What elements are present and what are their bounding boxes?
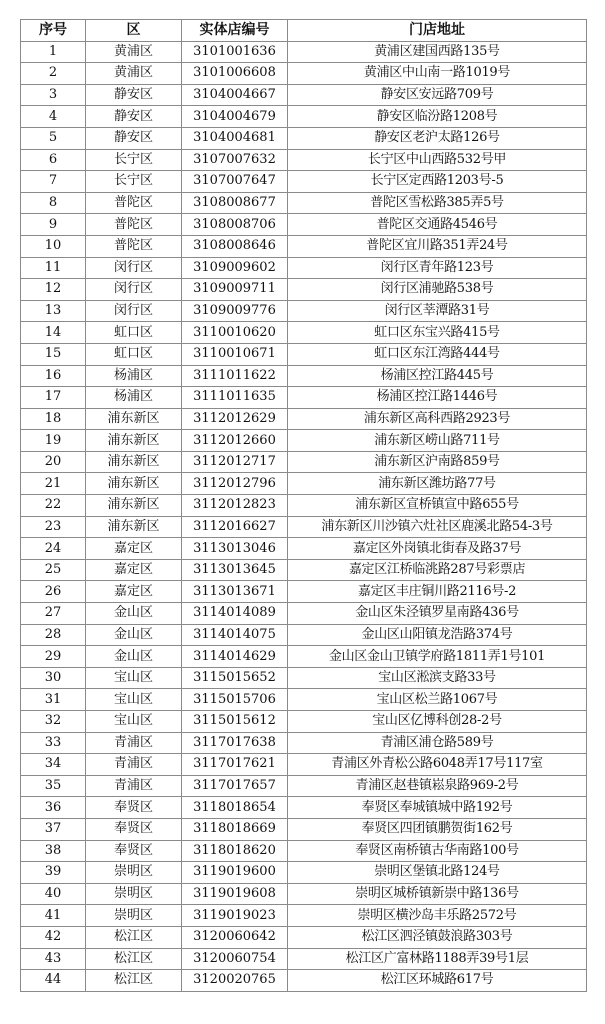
- cell-district: 浦东新区: [86, 451, 182, 473]
- table-row: [21, 451, 587, 473]
- table-row: [21, 926, 587, 948]
- table-row: [21, 948, 587, 970]
- header-address: 门店地址: [288, 20, 587, 42]
- cell-address: 崇明区城桥镇新崇中路136号: [288, 883, 587, 905]
- cell-index: 19: [21, 430, 86, 452]
- cell-index: 26: [21, 581, 86, 603]
- cell-store-code: 3104004681: [182, 127, 288, 149]
- cell-district: 闵行区: [86, 257, 182, 279]
- table-row: [21, 63, 587, 85]
- cell-address: 长宁区定西路1203号-5: [288, 171, 587, 193]
- cell-index: 40: [21, 883, 86, 905]
- cell-store-code: 3111011622: [182, 365, 288, 387]
- cell-district: 黄浦区: [86, 63, 182, 85]
- cell-store-code: 3109009776: [182, 300, 288, 322]
- cell-index: 18: [21, 408, 86, 430]
- cell-index: 23: [21, 516, 86, 538]
- cell-store-code: 3118018620: [182, 840, 288, 862]
- header-store-code: 实体店编号: [182, 20, 288, 42]
- cell-store-code: 3117017638: [182, 732, 288, 754]
- cell-store-code: 3113013046: [182, 538, 288, 560]
- cell-store-code: 3120060642: [182, 926, 288, 948]
- cell-address: 奉贤区奉城镇城中路192号: [288, 797, 587, 819]
- cell-address: 浦东新区宣桥镇宣中路655号: [288, 495, 587, 517]
- cell-index: 21: [21, 473, 86, 495]
- cell-store-code: 3112012717: [182, 451, 288, 473]
- cell-district: 崇明区: [86, 862, 182, 884]
- cell-store-code: 3120020765: [182, 970, 288, 992]
- cell-store-code: 3112012629: [182, 408, 288, 430]
- table-row: [21, 538, 587, 560]
- cell-index: 38: [21, 840, 86, 862]
- cell-index: 24: [21, 538, 86, 560]
- cell-district: 杨浦区: [86, 387, 182, 409]
- cell-district: 静安区: [86, 84, 182, 106]
- cell-district: 闵行区: [86, 279, 182, 301]
- cell-store-code: 3108008677: [182, 192, 288, 214]
- cell-district: 奉贤区: [86, 797, 182, 819]
- cell-district: 宝山区: [86, 667, 182, 689]
- cell-district: 崇明区: [86, 905, 182, 927]
- cell-index: 31: [21, 689, 86, 711]
- table-row: [21, 559, 587, 581]
- cell-index: 14: [21, 322, 86, 344]
- table-row: [21, 624, 587, 646]
- table-row: [21, 495, 587, 517]
- cell-index: 33: [21, 732, 86, 754]
- table-row: [21, 149, 587, 171]
- cell-district: 浦东新区: [86, 408, 182, 430]
- cell-index: 20: [21, 451, 86, 473]
- cell-store-code: 3114014089: [182, 603, 288, 625]
- cell-address: 杨浦区控江路445号: [288, 365, 587, 387]
- cell-store-code: 3113013671: [182, 581, 288, 603]
- cell-index: 41: [21, 905, 86, 927]
- cell-district: 奉贤区: [86, 840, 182, 862]
- cell-store-code: 3112012660: [182, 430, 288, 452]
- cell-district: 普陀区: [86, 192, 182, 214]
- cell-index: 3: [21, 84, 86, 106]
- cell-index: 1: [21, 41, 86, 63]
- cell-address: 杨浦区控江路1446号: [288, 387, 587, 409]
- cell-index: 16: [21, 365, 86, 387]
- table-row: [21, 84, 587, 106]
- table-row: [21, 235, 587, 257]
- table-row: [21, 840, 587, 862]
- table-row: [21, 883, 587, 905]
- table-row: [21, 603, 587, 625]
- table-header-row: [21, 20, 587, 42]
- table-row: [21, 797, 587, 819]
- cell-address: 闵行区浦驰路538号: [288, 279, 587, 301]
- cell-store-code: 3107007647: [182, 171, 288, 193]
- cell-address: 浦东新区崂山路711号: [288, 430, 587, 452]
- cell-address: 宝山区松兰路1067号: [288, 689, 587, 711]
- table-row: [21, 970, 587, 992]
- cell-store-code: 3110010620: [182, 322, 288, 344]
- cell-address: 虹口区东江湾路444号: [288, 343, 587, 365]
- cell-address: 崇明区堡镇北路124号: [288, 862, 587, 884]
- cell-district: 松江区: [86, 926, 182, 948]
- table-row: [21, 322, 587, 344]
- table-row: [21, 127, 587, 149]
- cell-address: 虹口区东宝兴路415号: [288, 322, 587, 344]
- cell-district: 奉贤区: [86, 818, 182, 840]
- cell-district: 宝山区: [86, 689, 182, 711]
- table-row: [21, 387, 587, 409]
- cell-store-code: 3114014629: [182, 646, 288, 668]
- cell-district: 嘉定区: [86, 559, 182, 581]
- cell-store-code: 3115015612: [182, 711, 288, 733]
- cell-index: 9: [21, 214, 86, 236]
- cell-index: 44: [21, 970, 86, 992]
- table-row: [21, 862, 587, 884]
- cell-index: 5: [21, 127, 86, 149]
- table-row: [21, 775, 587, 797]
- cell-store-code: 3115015652: [182, 667, 288, 689]
- cell-index: 37: [21, 818, 86, 840]
- cell-district: 嘉定区: [86, 581, 182, 603]
- cell-district: 浦东新区: [86, 495, 182, 517]
- table-row: [21, 279, 587, 301]
- cell-store-code: 3101006608: [182, 63, 288, 85]
- cell-index: 34: [21, 754, 86, 776]
- cell-store-code: 3118018654: [182, 797, 288, 819]
- table-row: [21, 192, 587, 214]
- cell-address: 松江区广富林路1188弄39号1层: [288, 948, 587, 970]
- cell-district: 长宁区: [86, 149, 182, 171]
- cell-store-code: 3108008646: [182, 235, 288, 257]
- cell-district: 金山区: [86, 646, 182, 668]
- cell-address: 黄浦区中山南一路1019号: [288, 63, 587, 85]
- cell-district: 松江区: [86, 948, 182, 970]
- cell-store-code: 3111011635: [182, 387, 288, 409]
- cell-store-code: 3119019600: [182, 862, 288, 884]
- header-district: 区: [86, 20, 182, 42]
- cell-store-code: 3119019608: [182, 883, 288, 905]
- table-row: [21, 257, 587, 279]
- cell-address: 金山区金山卫镇学府路1811弄1号101: [288, 646, 587, 668]
- cell-address: 浦东新区川沙镇六灶社区鹿溪北路54-3号: [288, 516, 587, 538]
- cell-store-code: 3107007632: [182, 149, 288, 171]
- cell-index: 25: [21, 559, 86, 581]
- cell-district: 闵行区: [86, 300, 182, 322]
- cell-address: 静安区临汾路1208号: [288, 106, 587, 128]
- cell-store-code: 3115015706: [182, 689, 288, 711]
- cell-address: 宝山区亿博科创28-2号: [288, 711, 587, 733]
- cell-address: 青浦区外青松公路6048弄17号117室: [288, 754, 587, 776]
- cell-index: 8: [21, 192, 86, 214]
- cell-district: 金山区: [86, 603, 182, 625]
- cell-address: 普陀区交通路4546号: [288, 214, 587, 236]
- cell-index: 32: [21, 711, 86, 733]
- cell-index: 29: [21, 646, 86, 668]
- table-row: [21, 41, 587, 63]
- cell-store-code: 3109009711: [182, 279, 288, 301]
- cell-address: 崇明区横沙岛丰乐路2572号: [288, 905, 587, 927]
- cell-store-code: 3109009602: [182, 257, 288, 279]
- cell-district: 青浦区: [86, 775, 182, 797]
- table-row: [21, 343, 587, 365]
- cell-address: 金山区山阳镇龙浩路374号: [288, 624, 587, 646]
- cell-address: 长宁区中山西路532号甲: [288, 149, 587, 171]
- cell-address: 嘉定区丰庄铜川路2116号-2: [288, 581, 587, 603]
- cell-store-code: 3114014075: [182, 624, 288, 646]
- cell-address: 嘉定区外岗镇北街春及路37号: [288, 538, 587, 560]
- cell-index: 4: [21, 106, 86, 128]
- cell-district: 虹口区: [86, 343, 182, 365]
- cell-district: 长宁区: [86, 171, 182, 193]
- table-row: [21, 732, 587, 754]
- table-row: [21, 106, 587, 128]
- table-row: [21, 581, 587, 603]
- table-row: [21, 300, 587, 322]
- cell-store-code: 3118018669: [182, 818, 288, 840]
- cell-address: 松江区环城路617号: [288, 970, 587, 992]
- cell-district: 虹口区: [86, 322, 182, 344]
- cell-address: 金山区朱泾镇罗星南路436号: [288, 603, 587, 625]
- table-row: [21, 667, 587, 689]
- cell-district: 崇明区: [86, 883, 182, 905]
- table-row: [21, 408, 587, 430]
- cell-store-code: 3108008706: [182, 214, 288, 236]
- table-row: [21, 646, 587, 668]
- cell-store-code: 3110010671: [182, 343, 288, 365]
- table-row: [21, 516, 587, 538]
- table-row: [21, 171, 587, 193]
- cell-index: 42: [21, 926, 86, 948]
- cell-district: 嘉定区: [86, 538, 182, 560]
- cell-index: 30: [21, 667, 86, 689]
- cell-index: 11: [21, 257, 86, 279]
- cell-index: 39: [21, 862, 86, 884]
- cell-index: 36: [21, 797, 86, 819]
- table-row: [21, 214, 587, 236]
- cell-district: 静安区: [86, 106, 182, 128]
- cell-index: 27: [21, 603, 86, 625]
- cell-store-code: 3112012823: [182, 495, 288, 517]
- cell-district: 杨浦区: [86, 365, 182, 387]
- cell-district: 金山区: [86, 624, 182, 646]
- cell-address: 浦东新区沪南路859号: [288, 451, 587, 473]
- table-row: [21, 430, 587, 452]
- cell-address: 宝山区淞滨支路33号: [288, 667, 587, 689]
- cell-address: 嘉定区江桥临洮路287号彩票店: [288, 559, 587, 581]
- header-index: 序号: [21, 20, 86, 42]
- cell-index: 2: [21, 63, 86, 85]
- table-row: [21, 711, 587, 733]
- cell-district: 青浦区: [86, 754, 182, 776]
- table-row: [21, 473, 587, 495]
- cell-address: 普陀区雪松路385弄5号: [288, 192, 587, 214]
- cell-index: 10: [21, 235, 86, 257]
- cell-index: 6: [21, 149, 86, 171]
- cell-store-code: 3113013645: [182, 559, 288, 581]
- cell-address: 松江区泗泾镇鼓浪路303号: [288, 926, 587, 948]
- cell-store-code: 3117017657: [182, 775, 288, 797]
- cell-district: 普陀区: [86, 235, 182, 257]
- table-body: [21, 41, 587, 991]
- cell-index: 17: [21, 387, 86, 409]
- cell-district: 浦东新区: [86, 473, 182, 495]
- cell-address: 青浦区浦仓路589号: [288, 732, 587, 754]
- table-row: [21, 689, 587, 711]
- cell-store-code: 3112012796: [182, 473, 288, 495]
- store-list-table: [20, 19, 587, 992]
- cell-address: 静安区安远路709号: [288, 84, 587, 106]
- cell-index: 7: [21, 171, 86, 193]
- cell-address: 奉贤区南桥镇古华南路100号: [288, 840, 587, 862]
- cell-store-code: 3104004667: [182, 84, 288, 106]
- cell-address: 浦东新区潍坊路77号: [288, 473, 587, 495]
- cell-address: 浦东新区高科西路2923号: [288, 408, 587, 430]
- cell-index: 13: [21, 300, 86, 322]
- cell-index: 35: [21, 775, 86, 797]
- cell-store-code: 3104004679: [182, 106, 288, 128]
- cell-district: 黄浦区: [86, 41, 182, 63]
- cell-district: 静安区: [86, 127, 182, 149]
- cell-store-code: 3119019023: [182, 905, 288, 927]
- cell-store-code: 3112016627: [182, 516, 288, 538]
- cell-district: 普陀区: [86, 214, 182, 236]
- cell-district: 浦东新区: [86, 516, 182, 538]
- cell-district: 浦东新区: [86, 430, 182, 452]
- cell-store-code: 3101001636: [182, 41, 288, 63]
- cell-index: 12: [21, 279, 86, 301]
- table-row: [21, 905, 587, 927]
- table-row: [21, 818, 587, 840]
- cell-address: 青浦区赵巷镇崧泉路969-2号: [288, 775, 587, 797]
- cell-index: 22: [21, 495, 86, 517]
- cell-index: 28: [21, 624, 86, 646]
- table-row: [21, 365, 587, 387]
- cell-address: 闵行区莘潭路31号: [288, 300, 587, 322]
- cell-address: 奉贤区四团镇鹏贺街162号: [288, 818, 587, 840]
- cell-address: 普陀区宜川路351弄24号: [288, 235, 587, 257]
- cell-address: 闵行区青年路123号: [288, 257, 587, 279]
- cell-district: 青浦区: [86, 732, 182, 754]
- cell-district: 松江区: [86, 970, 182, 992]
- cell-district: 宝山区: [86, 711, 182, 733]
- cell-index: 43: [21, 948, 86, 970]
- table-row: [21, 754, 587, 776]
- cell-store-code: 3120060754: [182, 948, 288, 970]
- cell-store-code: 3117017621: [182, 754, 288, 776]
- cell-address: 静安区老沪太路126号: [288, 127, 587, 149]
- cell-index: 15: [21, 343, 86, 365]
- cell-address: 黄浦区建国西路135号: [288, 41, 587, 63]
